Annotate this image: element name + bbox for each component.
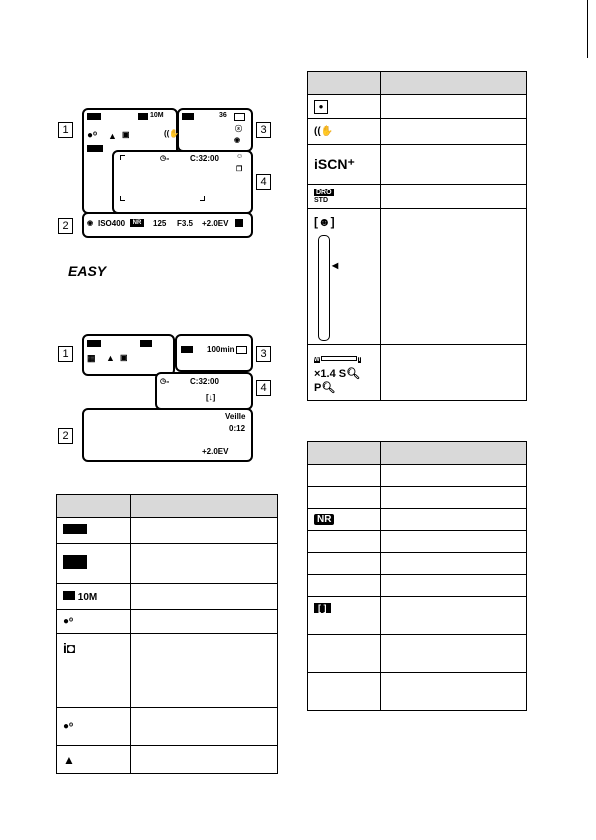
callout-3-b: 3 — [256, 346, 271, 362]
table-row — [57, 610, 278, 634]
table-row — [57, 634, 278, 708]
right-icon-table-2 — [307, 441, 527, 711]
nr-icon: NR — [130, 219, 144, 227]
callout-1: 1 — [58, 122, 73, 138]
landscape-icon: ▲ — [108, 131, 117, 141]
table-row — [308, 487, 527, 509]
table-row — [308, 597, 527, 635]
battery-full-icon — [63, 524, 87, 534]
table-row — [57, 544, 278, 584]
face-detect-icon: ☺ — [236, 153, 244, 160]
quality-icon-2 — [181, 346, 193, 353]
histogram-icon — [235, 219, 243, 227]
movie-size-icon — [140, 340, 152, 347]
table-row — [57, 746, 278, 774]
callout-2: 2 — [58, 218, 73, 234]
table-row — [308, 635, 527, 673]
shutter-label: 125 — [153, 219, 167, 228]
zoom-t-label: T — [357, 356, 362, 363]
flash-icon: ⓢ — [235, 126, 242, 133]
af-frame-tl — [120, 155, 125, 160]
table-row — [308, 209, 527, 345]
std-label: STD — [314, 196, 328, 204]
right-icon-table-1 — [307, 71, 527, 401]
callout-1-b: 1 — [58, 346, 73, 362]
table-row — [308, 531, 527, 553]
intelligent-scene-icon: iSCN⁺ — [314, 156, 355, 172]
rec-dot-icon: ◉ — [87, 220, 94, 227]
aperture-label: F3.5 — [177, 219, 194, 228]
burst-icon: ❐ — [236, 166, 243, 173]
table-row — [308, 553, 527, 575]
eye-icon: ◉ — [234, 137, 241, 144]
ev-label: +2.0EV — [202, 219, 229, 228]
self-timer-icon: ◷₀ — [160, 155, 170, 162]
battery-warning-icon — [63, 555, 87, 569]
callout-4-b: 4 — [256, 380, 271, 396]
slider-pointer-icon: ◀ — [332, 261, 339, 270]
table-row — [308, 465, 527, 487]
screen1-area-4 — [112, 150, 253, 214]
ev-label-2: +2.0EV — [202, 447, 229, 456]
table-row — [308, 95, 527, 119]
col-header — [57, 495, 131, 518]
aspect-ratio-icon-t — [63, 591, 75, 600]
nr-icon-t: NR — [314, 514, 334, 525]
movie-icon: ▦ — [87, 353, 96, 363]
sensitivity-slider — [318, 235, 330, 341]
zoom-icon: 🔍︎ — [346, 367, 361, 380]
col-header — [381, 442, 527, 465]
landscape-icon-2: ▲ — [106, 353, 115, 363]
self-timer-icon-2: ◷₀ — [160, 378, 170, 385]
memory-card-icon-2 — [236, 346, 247, 354]
col-header — [308, 72, 381, 95]
table-row — [308, 119, 527, 145]
quality-icon — [182, 113, 194, 120]
face-detection-icon: [☻] — [314, 215, 335, 229]
iso-label: ISO400 — [98, 219, 126, 228]
easy-mode-label: EASY — [68, 263, 107, 279]
shake-warning-icon: ((✋ — [314, 126, 334, 137]
table-row — [308, 145, 527, 185]
spot-metering-icon: ● — [314, 100, 328, 114]
callout-2-b: 2 — [58, 428, 73, 444]
af-frame-bl — [120, 196, 125, 201]
standby-label: Veille — [225, 412, 246, 421]
movie-time-label: 100min — [207, 345, 235, 354]
screen-icon-2: ▣ — [120, 353, 128, 362]
callout-3: 3 — [256, 122, 271, 138]
steadyshot-icon: ((✋ — [164, 129, 180, 138]
aspect-ratio-icon — [138, 113, 148, 120]
intelligent-auto-icon: i◘ — [63, 640, 76, 656]
table-row — [57, 584, 278, 610]
table-row — [308, 509, 527, 531]
shot-count-label: 36 — [219, 112, 227, 119]
smile-shutter-icon: ●ᵒ — [87, 130, 98, 141]
zoom-p-label: P — [314, 381, 322, 394]
table-row — [308, 575, 527, 597]
image-size-label: 10M — [150, 112, 164, 119]
af-frame-br — [200, 196, 205, 201]
col-header — [381, 72, 527, 95]
rec-time-label: 0:12 — [229, 424, 246, 433]
af-frame-icon: [ ] — [314, 603, 331, 613]
table-row — [308, 185, 527, 209]
table-row — [308, 673, 527, 711]
table-row — [308, 345, 527, 401]
memory-card-icon — [234, 113, 245, 121]
zoom-bar — [321, 356, 357, 361]
zoom-value: ×1.4 — [314, 367, 336, 380]
zoom-icon-p: 🔍︎ — [321, 381, 336, 394]
col-header — [308, 442, 381, 465]
page-edge-line — [587, 0, 588, 58]
zoom-w-label: W — [314, 356, 320, 363]
zoom-s-label: S — [338, 367, 347, 380]
table-row — [57, 708, 278, 746]
battery-icon-2 — [87, 340, 101, 347]
af-icon-2: [↓] — [206, 393, 216, 402]
dro-label: DRO — [316, 188, 332, 196]
timer-label-2: C:32:00 — [190, 377, 219, 386]
scene-icon — [87, 145, 103, 152]
col-header — [131, 495, 278, 518]
image-size-text: 10M — [77, 591, 98, 603]
scene-face-icon: ●ᵒ — [63, 721, 74, 732]
landscape-icon-t: ▲ — [63, 752, 75, 767]
smile-icon-t: ●ᵒ — [63, 616, 74, 627]
playback-icon: ▣ — [122, 130, 130, 139]
left-icon-table — [56, 494, 278, 774]
battery-icon — [87, 113, 101, 120]
callout-4: 4 — [256, 174, 271, 190]
timer-label: C:32:00 — [190, 154, 219, 163]
table-row — [57, 518, 278, 544]
